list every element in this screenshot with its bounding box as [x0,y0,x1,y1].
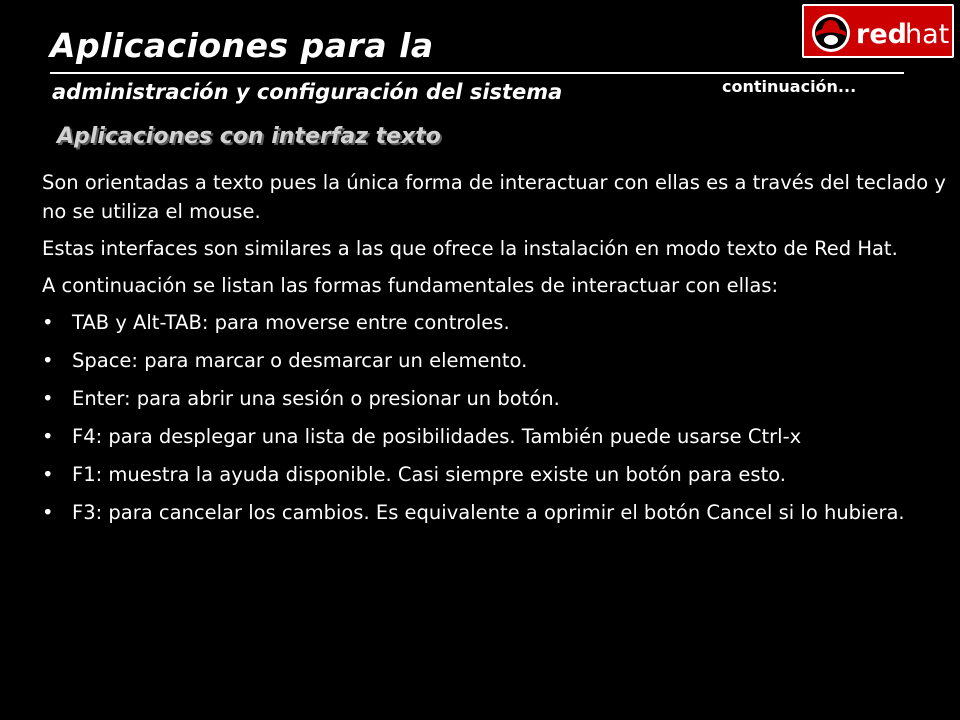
list-item [42,346,952,375]
slide-body [42,168,952,536]
logo-text-red: red [856,19,907,50]
body-paragraph: A continuación se listan las formas fundamentales de interactuar con ellas: [42,274,779,297]
bullet-icon: • [42,425,54,448]
list-item [42,498,952,527]
logo-text-hat: hat [905,19,950,50]
redhat-shadowman-icon [810,12,950,54]
body-paragraph: Estas interfaces son similares a las que ofrece la instalación en modo texto de Red Hat. [42,237,898,260]
bullet-icon: • [42,311,54,334]
list-item [42,384,952,413]
list-item-text: F3: para cancelar los cambios. Es equivalente a oprimir el botón Cancel si lo hubiera. [72,501,905,524]
slide-title: Aplicaciones para la [50,26,434,65]
continuation-label: continuación... [722,77,857,96]
slide-title-continued: administración y configuración del sistema [52,80,563,104]
bullet-icon: • [42,349,54,372]
bullet-icon: • [42,463,54,486]
list-item-text: F4: para desplegar una lista de posibilidades. También puede usarse Ctrl-x [72,425,802,448]
list-item-text: Enter: para abrir una sesión o presionar un botón. [72,387,560,410]
list-item [42,460,952,489]
list-item [42,422,952,451]
redhat-logo [802,4,954,58]
bullet-icon: • [42,501,54,524]
list-item-text: Space: para marcar o desmarcar un elemento. [72,349,528,372]
bullet-icon: • [42,387,54,410]
list-item-text: F1: muestra la ayuda disponible. Casi siempre existe un botón para esto. [72,463,787,486]
body-paragraph: Son orientadas a texto pues la única forma de interactuar con ellas es a través del teclado y no se utiliza el mouse. [42,171,946,223]
title-divider [50,72,904,74]
key-bindings-list [42,308,952,527]
list-item-text: TAB y Alt-TAB: para moverse entre controles. [72,311,510,334]
section-subtitle: Aplicaciones con interfaz texto [57,124,441,149]
list-item [42,308,952,337]
